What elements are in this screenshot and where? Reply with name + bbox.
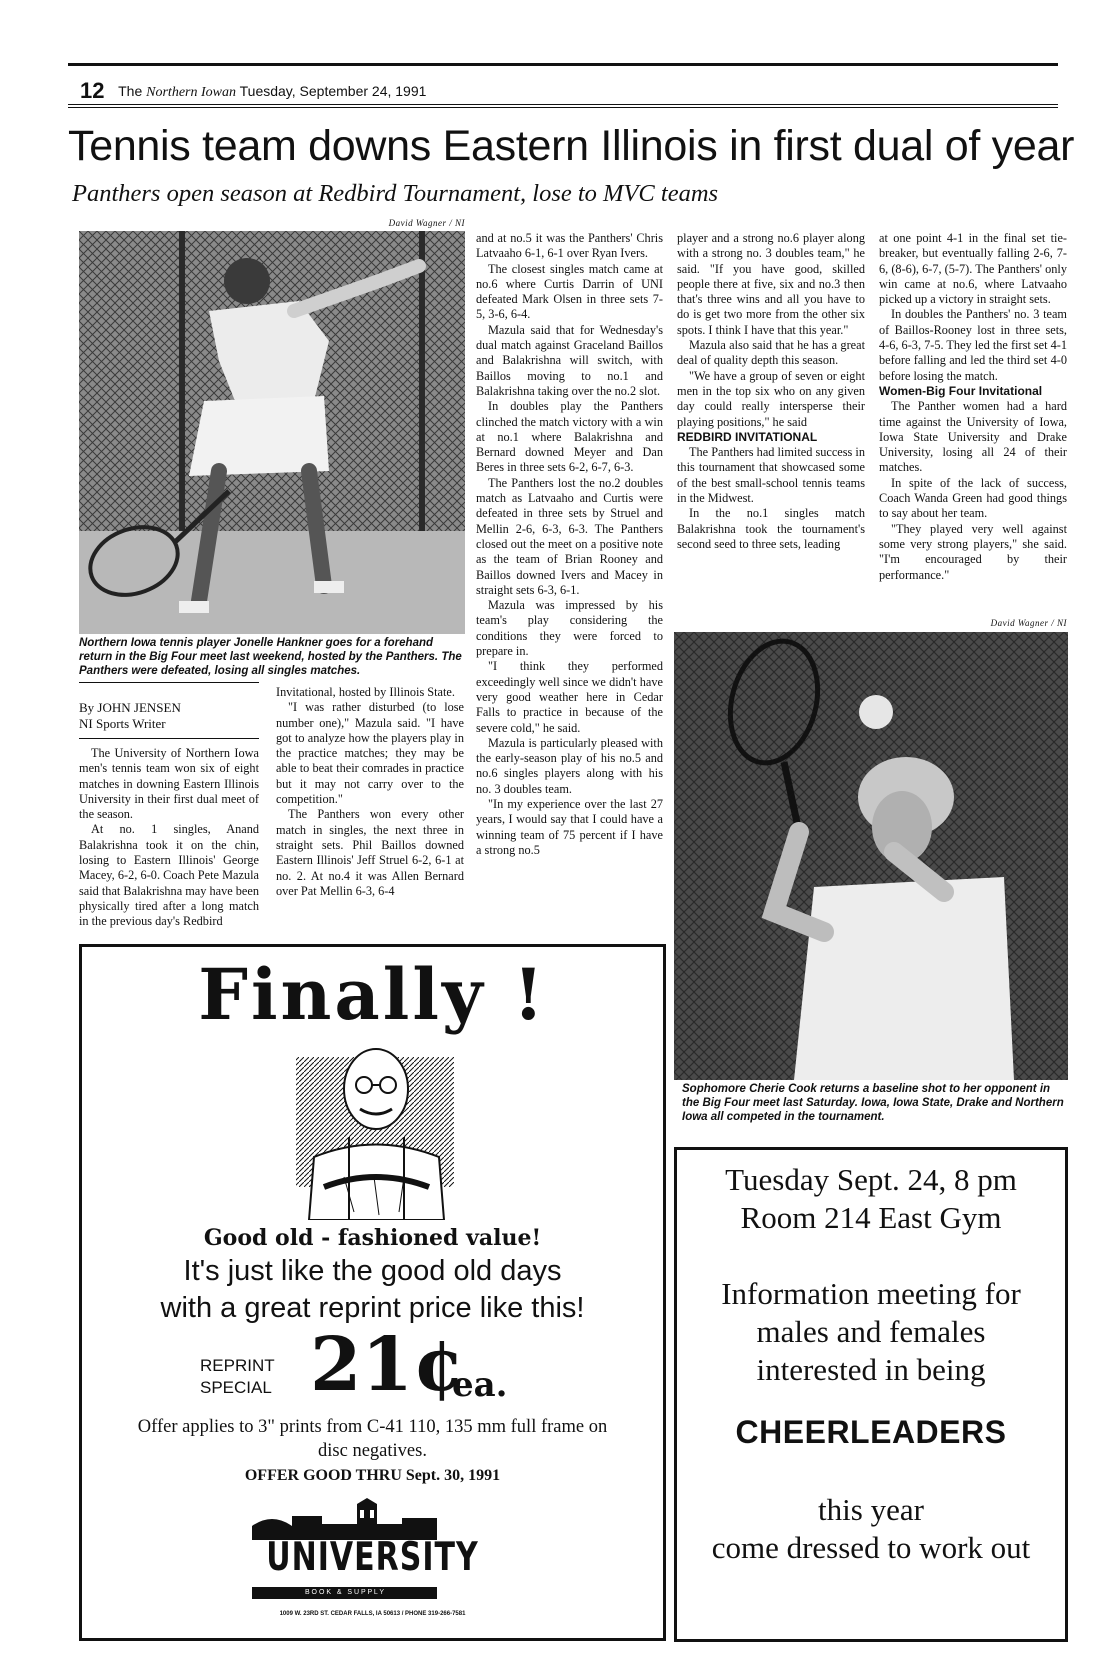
bookstore-name: UNIVERSITY [266,1534,479,1581]
headline: Tennis team downs Eastern Illinois in first dual of year [68,122,1075,170]
header-top-rule [68,63,1058,66]
offer-good-thru: OFFER GOOD THRU Sept. 30, 1991 [244,1467,501,1484]
paragraph: at one point 4-1 in the final set tie-breaker, but eventually falling 2-6, 7-6, (8-6), 6-7, (5-7). The Panthers' only win came at no.6, where Latvaaho picked up a victory in straight sets. [879,231,1067,307]
byline [79,700,259,732]
ad-tagline-1: Good old - fashioned value! [203,1225,542,1251]
photo1-credit: David Wagner / NI [388,218,465,228]
special-label: SPECIAL [200,1378,272,1397]
paragraph: The Panthers won every other match in singles, the next three in straight sets. Phil Baillos downed Eastern Illinois' Jeff Struel 6-2, 6-1 at no. 2. At no.4 it was Allen Bernard over Pat Mellin 6-3, 6-4 [276,807,464,898]
paragraph: "In my experience over the last 27 years, I would say that I could have a winning team of 75 percent if I have a strong no.5 [476,796,663,857]
subhead-women: Women-Big Four Invitational [879,383,1043,398]
byline-rule-bottom [79,738,259,739]
photo1-caption: Northern Iowa tennis player Jonelle Hankner goes for a forehand return in the Big Four meet last weekend, hosted by the Panthers. The Panthers were defeated, losing all singles matches. [79,637,462,677]
photo2-caption: Sophomore Cherie Cook returns a baseline shot to her opponent in the Big Four meet last Saturday. Iowa, Iowa State, Drake and Northern Iowa all competed in the tournament. [682,1083,1064,1123]
bookstore-address: 1009 W. 23RD ST. CEDAR FALLS, IA 50613 / PHONE 319-266-7581 [279,1611,466,1617]
bookstore-subtitle: B O O K & S U P P L Y [252,1587,437,1599]
cheer-info-1: Information meeting for [721,1276,1021,1311]
paper-name-italic: Northern Iowan [146,85,236,100]
ad-headline: Finally ! [198,953,547,1036]
header-rule-a [68,104,1058,105]
cheer-title: CHEERLEADERS [735,1414,1007,1450]
paragraph: In doubles the Panthers' no. 3 team of Baillos-Rooney lost in three sets, 4-6, 6-3, 7-5. They led the first set 4-1 before falling and led the third set 4-0 before losing the match. [879,307,1067,383]
paragraph: Mazula was impressed by his team's play considering the conditions they were forced to prepare in. [476,598,663,659]
offer-line-1: Offer applies to 3" prints from C-41 110, 135 mm full frame on [137,1417,608,1437]
cheer-this-year: this year [818,1492,924,1527]
issue-date: Tuesday, September 24, 1991 [239,83,427,99]
paragraph: The Panthers had limited success in this tournament that showcased some of the best small-school tennis teams in the Midwest. [677,445,865,506]
article-col-2 [276,685,464,899]
paragraph: "They played very well against some very strong players," she said. "I'm encouraged by their performance." [879,521,1067,582]
page-number: 12 [80,78,105,103]
subhead-redbird: REDBIRD INVITATIONAL [677,429,818,444]
paragraph: At no. 1 singles, Anand Balakrishna took it on the chin, losing to Eastern Illinois' George Macey, 6-2, 6-0. Coach Pete Mazula said that Balakrishna may have been physically tired after a long match in the previous day's Redbird [79,822,259,929]
paragraph: "We have a group of seven or eight men in the top six who on any given day could really intersperse their playing positions," he said [677,368,865,429]
cheer-date: Tuesday Sept. 24, 8 pm [725,1162,1017,1197]
paragraph: player and a strong no.6 player along with a strong no. 3 doubles team," he said. "If you have good, skilled people there at five, six and no.3 then that's three wins and all you have to do is get two more from the other six spots. I think I have that this year." [677,231,865,337]
paragraph: In spite of the lack of success, Coach Wanda Green had good things to say about her team. [879,475,1067,521]
paragraph: The University of Northern Iowa men's tennis team won six of eight matches in downing Eastern Illinois University in their first dual meet of the season. [79,746,259,822]
paragraph: The closest singles match came at no.6 where Curtis Darrin of UNI defeated Mark Olsen in three sets 7-5, 3-6, 6-4. [476,261,663,322]
paragraph: "I think they performed exceedingly well since we didn't have very good weather here in Cedar Falls to practice in because of the severe cold," he said. [476,659,663,735]
paragraph: Invitational, hosted by Illinois State. [276,685,455,699]
ad-tagline-2: It's just like the good old days [183,1255,562,1287]
cheer-info-3: interested in being [756,1352,986,1387]
photo-tennis-baseline [674,632,1068,1080]
offer-line-2: disc negatives. [318,1441,427,1461]
cheer-room: Room 214 East Gym [740,1200,1002,1235]
ad-cheerleaders [674,1147,1068,1642]
reprint-label: REPRINT [200,1356,275,1375]
page-folio [80,78,426,104]
paragraph: and at no.5 it was the Panthers' Chris Latvaaho 6-1, 6-1 over Ryan Ivers. [476,231,663,261]
byline-rule-top [79,682,259,683]
paragraph: Mazula is particularly pleased with the early-season play of his no.5 and no.6 singles players along with his no. 3 doubles team. [476,735,663,796]
byline-title: NI Sports Writer [79,716,166,731]
paragraph: Mazula also said that he has a great deal of quality depth this season. [677,338,865,368]
paragraph: The Panther women had a hard time against the University of Iowa, Iowa State University and Drake University, losing all 24 of their matches. [879,399,1067,475]
article-col-3 [476,231,663,858]
reprint-price: 21¢ [310,1322,465,1408]
paragraph: In the no.1 singles match Balakrishna took the tournament's second seed to three sets, leading [677,506,865,551]
deck: Panthers open season at Redbird Tournament, lose to MVC teams [72,180,719,207]
article-col-1 [79,746,259,930]
paragraph: In doubles play the Panthers clinched the match victory with a win at no.1 where Balakrishna and Bernard downed Meyer and Dan Beres in three sets 6-2, 6-7, 6-3. [476,399,663,475]
ad-tagline-3: with a great reprint price like this! [160,1292,585,1324]
reprint-special-label [200,1355,275,1399]
paragraph: "I was rather disturbed (to lose number one)," Mazula said. "I have got to analyze how the players play in the practice matches; they may be able to beat their comrades in practice but it may not carry over to the competition." [276,700,464,807]
header-rule-b [68,107,1058,108]
paragraph: Mazula said that for Wednesday's dual match against Graceland Baillos and Balakrishna will switch, with Baillos moving to no.1 and Balakrishna taking over the no.2 slot. [476,322,663,398]
shopkeeper-illustration [294,1037,456,1220]
ad-reprint [79,944,666,1641]
cheer-dress: come dressed to work out [711,1530,1031,1565]
paper-name: The [118,83,143,99]
photo-tennis-forehand [79,231,465,634]
photo2-credit: David Wagner / NI [990,618,1067,628]
paragraph: The Panthers lost the no.2 doubles match as Latvaaho and Curtis were defeated in three sets by Struel and Mellin 2-6, 6-3, 6-3. The Panthers closed out the meet on a positive note as the team of Brian Rooney and Baillos downed Ivers and Macey in straight sets 6-3, 6-1. [476,475,663,597]
article-col-5 [879,231,1067,583]
price-unit: ea. [452,1365,508,1405]
article-col-4 [677,231,865,552]
bookstore-skyline-icon [252,1498,437,1540]
cheer-info-2: males and females [756,1314,986,1349]
byline-name: By JOHN JENSEN [79,700,181,715]
